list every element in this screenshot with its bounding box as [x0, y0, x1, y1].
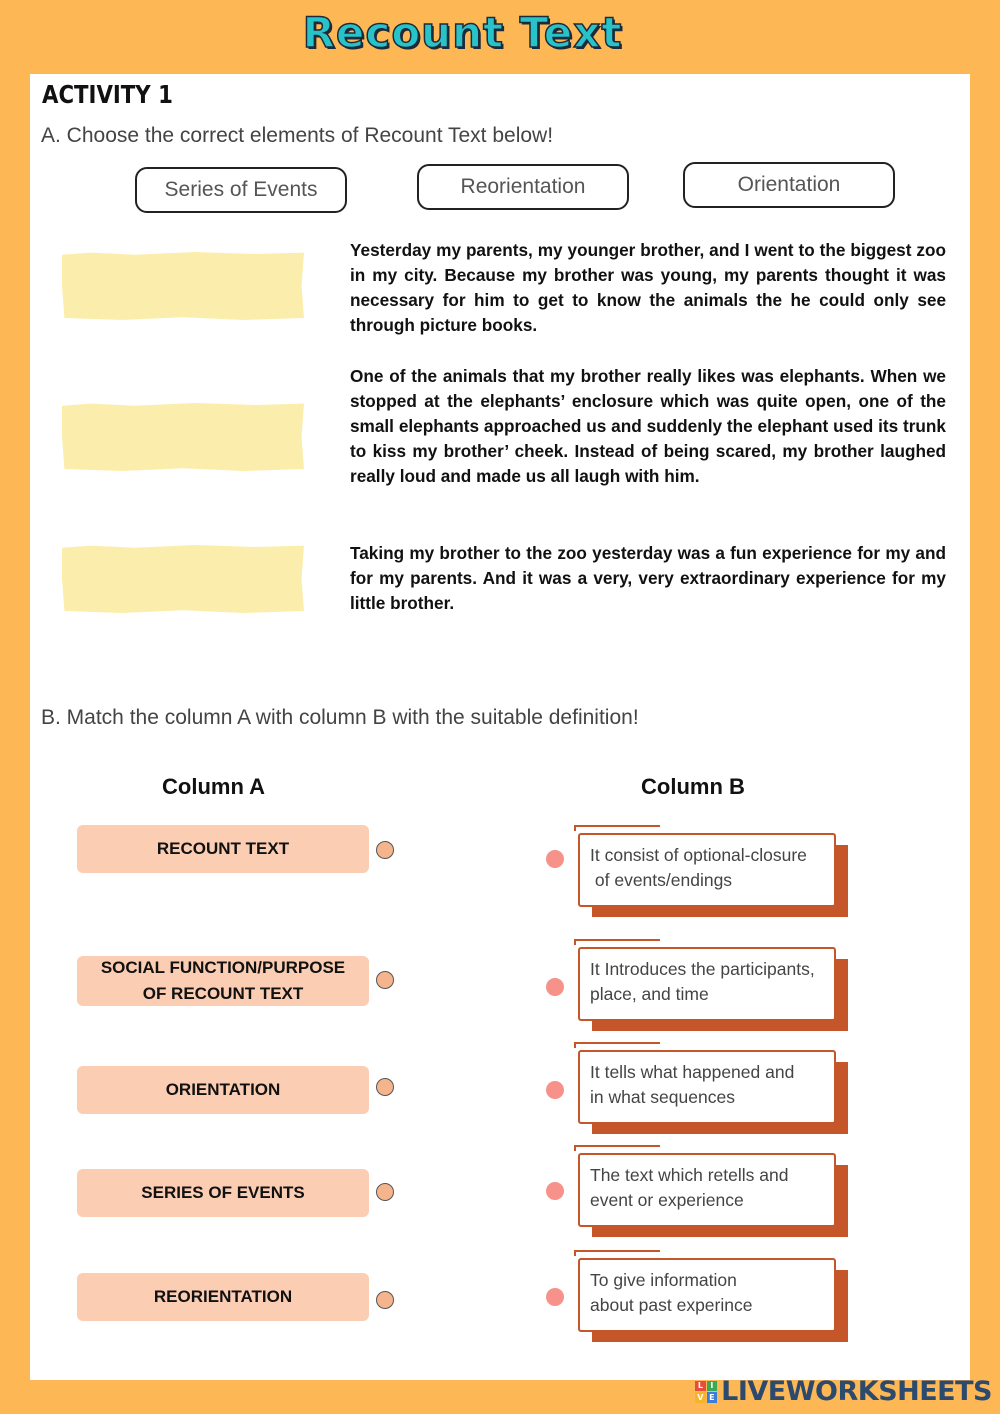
column-a-title: Column A — [162, 774, 266, 799]
liveworksheets-brand: LIVEWORKSHEETS — [721, 1376, 992, 1407]
worksheet-sheet — [30, 74, 970, 1380]
column-b-card-2 — [574, 939, 848, 1031]
card-notch — [574, 1145, 660, 1151]
column-b-card-5 — [574, 1250, 848, 1342]
instruction-b: B. Match the column A with column B with the suitable definition! — [41, 706, 639, 729]
column-a-connector-2[interactable] — [376, 971, 394, 989]
activity-title: ACTIVITY 1 — [42, 80, 173, 109]
column-a-connector-4[interactable] — [376, 1183, 394, 1201]
liveworksheets-badge-icon — [695, 1381, 717, 1403]
paragraph-2: One of the animals that my brother really likes was elephants. When we stopped at the elephants’ enclosure which was quite open, one of the small elephants approached us and suddenly the elephant used its trunk to kiss my brother’ cheek. Instead of being scared, my brother laughed really loud and made us all laugh with him. — [350, 366, 946, 486]
column-a-item-orientation: ORIENTATION — [77, 1066, 369, 1114]
badge-letter: L — [695, 1381, 706, 1392]
option-series-of-events[interactable]: Series of Events — [135, 167, 347, 213]
drop-zone-3[interactable] — [62, 545, 304, 613]
column-b-definition-4: The text which retells and event or experience — [578, 1153, 836, 1227]
card-notch — [574, 1042, 660, 1048]
column-a-connector-5[interactable] — [376, 1291, 394, 1309]
page-title: Recount Text — [302, 8, 623, 57]
column-a-item-social-function-label: SOCIAL FUNCTION/PURPOSE OF RECOUNT TEXT — [100, 958, 346, 1003]
drop-zone-1[interactable] — [62, 252, 304, 320]
column-b-card-3 — [574, 1042, 848, 1134]
card-notch — [574, 825, 660, 831]
card-notch — [574, 1250, 660, 1256]
badge-letter: I — [707, 1381, 718, 1392]
drop-zone-2[interactable] — [62, 403, 304, 471]
column-a-item-recount-text: RECOUNT TEXT — [77, 825, 369, 873]
column-b-title: Column B — [641, 774, 745, 799]
column-a-connector-3[interactable] — [376, 1078, 394, 1096]
column-b-definition-1: It consist of optional-closure of events/endings — [578, 833, 836, 907]
column-b-definition-5: To give information about past experince — [578, 1258, 836, 1332]
column-b-definition-2: It Introduces the participants, place, and time — [578, 947, 836, 1021]
column-b-connector-3[interactable] — [546, 1081, 564, 1099]
column-b-connector-1[interactable] — [546, 850, 564, 868]
column-a-item-reorientation: REORIENTATION — [77, 1273, 369, 1321]
column-b-connector-4[interactable] — [546, 1182, 564, 1200]
column-b-card-4 — [574, 1145, 848, 1237]
column-a-item-social-function — [77, 956, 369, 1006]
instruction-a: A. Choose the correct elements of Recount Text below! — [41, 124, 554, 147]
column-b-card-1 — [574, 825, 848, 917]
column-b-connector-2[interactable] — [546, 978, 564, 996]
liveworksheets-logo — [695, 1376, 992, 1407]
column-a-item-series-of-events: SERIES OF EVENTS — [77, 1169, 369, 1217]
card-notch — [574, 939, 660, 945]
column-b-definition-3: It tells what happened and in what sequences — [578, 1050, 836, 1124]
option-orientation[interactable]: Orientation — [683, 162, 895, 208]
column-b-connector-5[interactable] — [546, 1288, 564, 1306]
badge-letter: E — [707, 1392, 718, 1403]
paragraph-3: Taking my brother to the zoo yesterday was a fun experience for my and for my parents. And it was a very, very extraordinary experience for my little brother. — [350, 543, 946, 613]
option-reorientation[interactable]: Reorientation — [417, 164, 629, 210]
column-a-connector-1[interactable] — [376, 841, 394, 859]
paragraph-1: Yesterday my parents, my younger brother, and I went to the biggest zoo in my city. Because my brother was young, my parents thought it was necessary for him to get to know the animals the he could only see through picture books. — [350, 240, 946, 335]
badge-letter: V — [695, 1392, 706, 1403]
